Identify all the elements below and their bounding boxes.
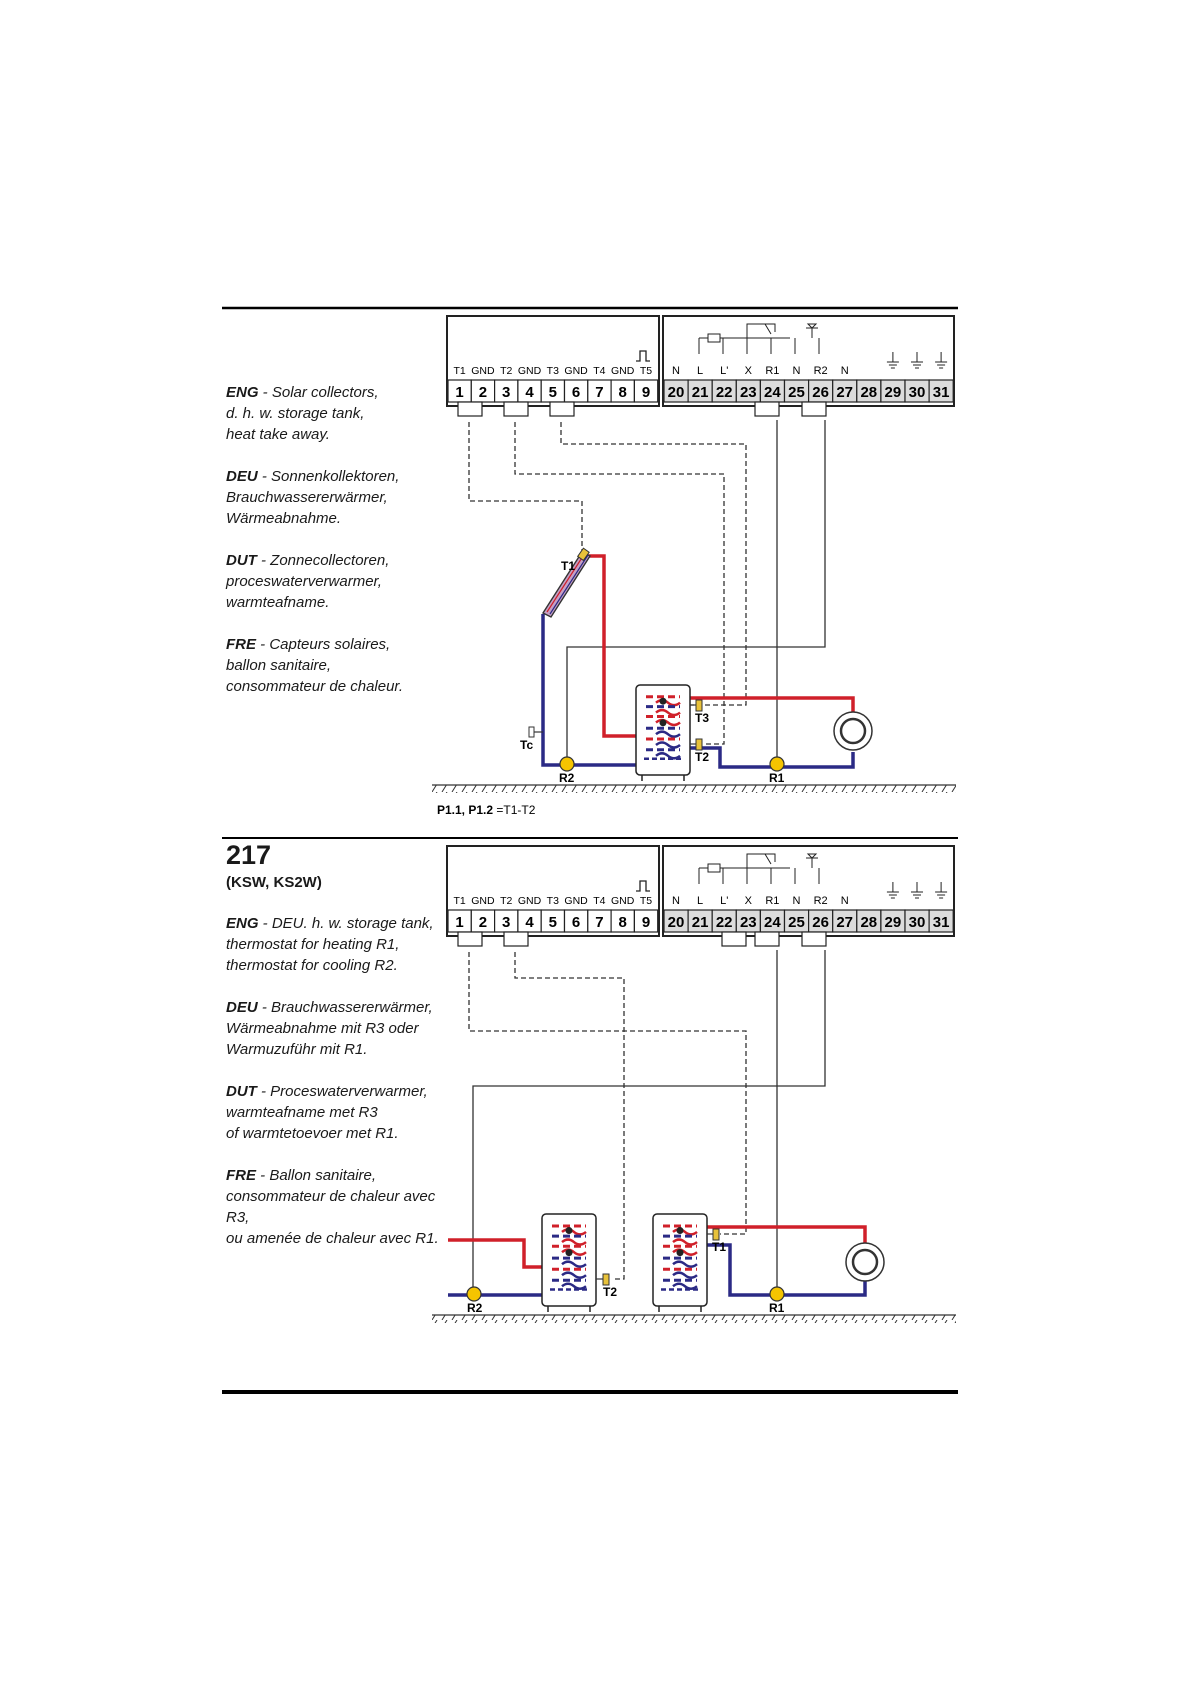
pump-label-r1: R1	[769, 1301, 785, 1315]
terminal-number: 6	[571, 914, 581, 931]
terminal-number: 28	[860, 914, 878, 931]
terminal-label: T5	[639, 895, 653, 907]
wire-r2	[473, 950, 825, 1288]
terminal-label: T3	[546, 895, 559, 907]
sensor-t3	[696, 700, 702, 711]
terminal-number: 30	[908, 914, 926, 931]
description-deu: DEU - Brauchwassererwärmer, Wärmeabnahme mit R3 oder Warmuzuführ mit R1.	[226, 999, 433, 1058]
terminal-number: 24	[764, 384, 781, 401]
language-code: DUT	[226, 552, 257, 569]
terminal-number: 26	[812, 384, 829, 401]
ground-hatch	[432, 785, 956, 793]
terminal-label: L'	[720, 365, 729, 377]
storage-tank-right	[653, 1214, 707, 1312]
terminal-label: L	[697, 895, 704, 907]
pump-r2	[560, 757, 574, 771]
terminal-number: 27	[836, 384, 854, 401]
terminal-label: GND	[517, 365, 542, 377]
terminal-label: L	[697, 365, 704, 377]
terminal-label: N	[792, 365, 801, 377]
terminal-number: 5	[548, 914, 557, 931]
sensor-t1	[713, 1229, 719, 1240]
terminal-number: 27	[836, 914, 854, 931]
terminal-number: 3	[502, 384, 511, 401]
terminal-label: T4	[593, 895, 606, 907]
terminal-number: 22	[715, 914, 733, 931]
terminal-label: GND	[564, 895, 588, 907]
terminal-label: GND	[564, 365, 588, 377]
description-section-1	[226, 382, 456, 718]
terminal-label: T2	[500, 895, 513, 907]
terminal-number: 29	[884, 384, 902, 401]
hot-pipe-collector	[587, 556, 636, 736]
terminal-label: GND	[471, 895, 495, 907]
pump-label-r2: R2	[559, 771, 575, 785]
terminal-number: 23	[739, 384, 757, 401]
terminal-label: N	[840, 895, 849, 907]
pump-label-r2: R2	[467, 1301, 483, 1315]
terminal-label: N	[792, 895, 801, 907]
terminal-label: T4	[593, 365, 606, 377]
section-number: 217	[226, 840, 272, 870]
terminal-number: 9	[641, 384, 651, 401]
terminal-label: T1	[453, 365, 466, 377]
pump-label-r1: R1	[769, 771, 785, 785]
terminal-block-top	[447, 316, 954, 416]
terminal-number: 4	[525, 914, 534, 931]
pump-r1	[770, 757, 784, 771]
cold-pipe-right	[707, 1245, 865, 1295]
terminal-label: GND	[611, 365, 635, 377]
language-code: FRE	[226, 636, 256, 653]
language-code: DUT	[226, 1083, 257, 1100]
storage-tank-left	[542, 1214, 596, 1312]
terminal-label: GND	[471, 365, 495, 377]
terminal-number: 23	[739, 914, 757, 931]
terminal-number: 21	[691, 384, 709, 401]
terminal-number: 31	[932, 914, 950, 931]
terminal-number: 28	[860, 384, 878, 401]
terminal-number: 26	[812, 914, 829, 931]
terminal-label: N	[672, 365, 680, 377]
wire-t3	[561, 422, 746, 705]
wire-t1	[469, 952, 746, 1234]
terminal-label: T1	[453, 895, 466, 907]
terminal-block-bottom	[447, 846, 954, 946]
sensor-label-t1: T1	[561, 559, 576, 573]
terminal-label: R1	[765, 895, 780, 907]
terminal-number: 29	[884, 914, 902, 931]
description-section-2	[226, 913, 456, 1270]
description-fre: FRE - Ballon sanitaire, consommateur de chaleur avec R3, ou amenée de chaleur avec R1.	[226, 1167, 439, 1247]
terminal-number: 21	[691, 914, 709, 931]
terminal-label: T3	[546, 365, 559, 377]
diagram-solar	[432, 420, 956, 817]
terminal-number: 7	[595, 914, 604, 931]
sensor-label-t1: T1	[712, 1240, 727, 1254]
pump-r2	[467, 1287, 481, 1301]
sensor-t2	[696, 739, 702, 750]
terminal-label: R2	[813, 365, 828, 377]
terminal-number: 31	[932, 384, 950, 401]
cold-pipe-collector	[543, 614, 636, 765]
wire-t2	[515, 422, 724, 744]
language-code: ENG	[226, 384, 259, 401]
description-dut: DUT - Proceswaterverwarmer, warmteafname met R3 of warmtetoevoer met R1.	[226, 1083, 428, 1142]
description-fre: FRE - Capteurs solaires, ballon sanitaire, consommateur de chaleur.	[226, 636, 404, 695]
terminal-number: 30	[908, 384, 926, 401]
language-code: FRE	[226, 1167, 256, 1184]
terminal-number: 20	[667, 384, 685, 401]
section-models: (KSW, KS2W)	[226, 874, 322, 891]
language-code: DEU	[226, 999, 258, 1016]
terminal-number: 22	[715, 384, 733, 401]
terminal-label: R2	[813, 895, 828, 907]
description-eng: ENG - DEU. h. w. storage tank, thermostat for heating R1, thermostat for cooling R2.	[226, 915, 434, 974]
wire-t1	[469, 422, 582, 552]
sensor-label-t2: T2	[603, 1285, 618, 1299]
terminal-label: X	[744, 365, 752, 377]
terminal-label: R1	[765, 365, 780, 377]
terminal-label: GND	[517, 895, 542, 907]
pump-r1	[770, 1287, 784, 1301]
parameter-note: P1.1, P1.2 =T1-T2	[437, 803, 536, 817]
terminal-number: 2	[478, 914, 488, 931]
terminal-number: 2	[478, 384, 488, 401]
sensor-label-t3: T3	[695, 711, 710, 725]
terminal-label: N	[672, 895, 680, 907]
terminal-number: 25	[788, 384, 805, 401]
terminal-number: 1	[455, 384, 464, 401]
language-code: DEU	[226, 468, 258, 485]
terminal-label: T2	[500, 365, 513, 377]
sensor-t2	[603, 1274, 609, 1285]
terminal-label: N	[840, 365, 849, 377]
hot-pipe-left	[448, 1240, 542, 1267]
terminal-number: 8	[618, 384, 627, 401]
terminal-number: 4	[525, 384, 534, 401]
terminal-number: 1	[455, 914, 464, 931]
terminal-label: X	[744, 895, 752, 907]
terminal-number: 7	[595, 384, 604, 401]
terminal-number: 5	[548, 384, 557, 401]
storage-tank	[636, 685, 690, 781]
sensor-label-tc: Tc	[520, 738, 534, 752]
description-dut: DUT - Zonnecollectoren, proceswaterverwarmer, warmteafname.	[226, 552, 390, 611]
terminal-label: L'	[720, 895, 729, 907]
terminal-label: GND	[611, 895, 635, 907]
hot-pipe-right	[707, 1227, 865, 1243]
terminal-number: 3	[502, 914, 511, 931]
terminal-number: 20	[667, 914, 685, 931]
terminal-number: 25	[788, 914, 805, 931]
terminal-number: 24	[764, 914, 781, 931]
terminal-label: T5	[639, 365, 653, 377]
ground-hatch	[432, 1315, 956, 1323]
description-deu: DEU - Sonnenkollektoren, Brauchwassererwärmer, Wärmeabnahme.	[226, 468, 400, 527]
description-eng: ENG - Solar collectors, d. h. w. storage tank, heat take away.	[226, 384, 379, 443]
diagram-storage-thermostat	[432, 950, 956, 1323]
sensor-label-t2: T2	[695, 750, 710, 764]
terminal-number: 6	[571, 384, 581, 401]
terminal-number: 9	[641, 914, 651, 931]
language-code: ENG	[226, 915, 259, 932]
terminal-number: 8	[618, 914, 627, 931]
sensor-tc	[529, 727, 534, 737]
